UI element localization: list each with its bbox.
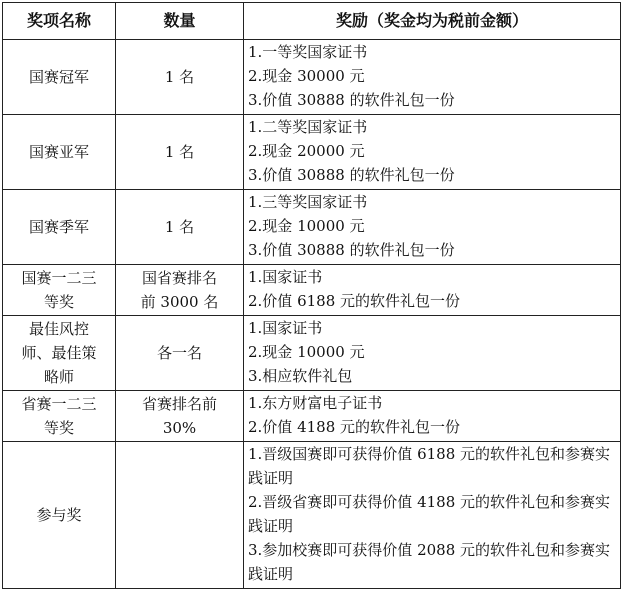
award-name-cell <box>3 265 116 316</box>
award-quantity: 省赛排名前 30% <box>141 395 217 437</box>
reward-line: 2.现金 30000 元 <box>248 67 365 85</box>
quantity-cell <box>116 190 244 265</box>
award-name: 国赛亚军 <box>28 143 89 161</box>
reward-cell <box>244 190 621 265</box>
reward-line: 2.晋级省赛即可获得价值 4188 元的软件礼包和参赛实践证明 <box>248 493 611 535</box>
table-row <box>3 391 621 442</box>
award-quantity: 各一名 <box>156 344 202 362</box>
award-name-cell <box>3 115 116 190</box>
table-row <box>3 442 621 589</box>
reward-line: 1.二等奖国家证书 <box>248 118 368 136</box>
table-row <box>3 190 621 265</box>
quantity-cell <box>116 115 244 190</box>
reward-line: 2.现金 10000 元 <box>248 343 365 361</box>
table-row <box>3 265 621 316</box>
quantity-cell <box>116 265 244 316</box>
award-name-cell <box>3 190 116 265</box>
reward-cell <box>244 40 621 115</box>
reward-cell <box>244 115 621 190</box>
award-name: 参与奖 <box>36 506 82 524</box>
award-name: 省赛一二三 等奖 <box>21 395 97 437</box>
award-quantity: 国省赛排名 前 3000 名 <box>140 269 219 311</box>
quantity-cell <box>116 442 244 589</box>
reward-line: 1.三等奖国家证书 <box>248 193 368 211</box>
award-name-cell <box>3 40 116 115</box>
quantity-cell <box>116 391 244 442</box>
quantity-cell <box>116 40 244 115</box>
reward-line: 2.现金 20000 元 <box>248 142 365 160</box>
award-name: 国赛一二三 等奖 <box>21 269 97 311</box>
award-quantity: 1 名 <box>164 68 195 86</box>
table-row <box>3 316 621 391</box>
reward-line: 2.价值 4188 元的软件礼包一份 <box>248 418 461 436</box>
reward-line: 2.现金 10000 元 <box>248 217 365 235</box>
award-name-cell <box>3 391 116 442</box>
reward-line: 1.国家证书 <box>248 268 323 286</box>
award-name: 国赛冠军 <box>28 68 89 86</box>
quantity-cell <box>116 316 244 391</box>
header-quantity: 数量 <box>116 3 244 40</box>
reward-cell <box>244 442 621 589</box>
reward-line: 3.价值 30888 的软件礼包一份 <box>248 166 455 184</box>
award-quantity: 1 名 <box>164 143 195 161</box>
award-name-cell <box>3 316 116 391</box>
table-row <box>3 115 621 190</box>
header-reward: 奖励（奖金均为税前金额） <box>244 3 621 40</box>
reward-line: 1.晋级国赛即可获得价值 6188 元的软件礼包和参赛实践证明 <box>248 445 611 487</box>
reward-line: 3.价值 30888 的软件礼包一份 <box>248 91 455 109</box>
reward-line: 3.价值 30888 的软件礼包一份 <box>248 241 455 259</box>
table-row <box>3 40 621 115</box>
reward-line: 3.相应软件礼包 <box>248 367 353 385</box>
award-quantity: 1 名 <box>164 218 195 236</box>
award-name-cell <box>3 442 116 589</box>
header-row <box>3 3 621 40</box>
reward-line: 3.参加校赛即可获得价值 2088 元的软件礼包和参赛实践证明 <box>248 541 611 583</box>
header-award-name: 奖项名称 <box>3 3 116 40</box>
reward-cell <box>244 391 621 442</box>
reward-line: 1.一等奖国家证书 <box>248 43 368 61</box>
reward-line: 2.价值 6188 元的软件礼包一份 <box>248 292 461 310</box>
reward-line: 1.东方财富电子证书 <box>248 394 383 412</box>
awards-table <box>2 2 621 589</box>
reward-cell <box>244 316 621 391</box>
reward-cell <box>244 265 621 316</box>
award-name: 国赛季军 <box>28 218 89 236</box>
award-name: 最佳风控 师、最佳策 略师 <box>21 320 97 386</box>
reward-line: 1.国家证书 <box>248 319 323 337</box>
